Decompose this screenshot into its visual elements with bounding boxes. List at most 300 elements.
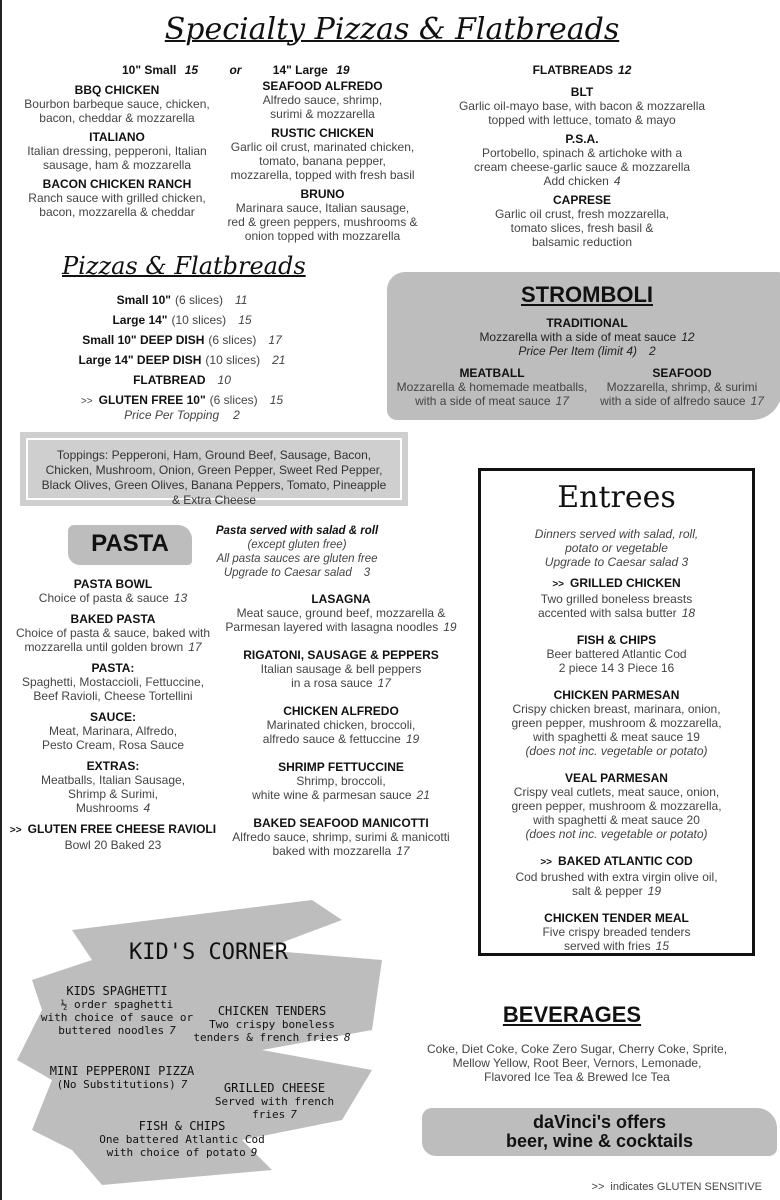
- item-desc: with spaghetti & meat sauce 19: [533, 730, 700, 744]
- kids-grilled-cheese: [192, 1082, 357, 1121]
- item-desc-line: [222, 830, 460, 844]
- item-name-row: [222, 816, 460, 830]
- item-desc-line: [32, 1024, 202, 1037]
- item-price: 12: [681, 330, 695, 344]
- kids-fish-chips: [87, 1120, 277, 1159]
- item-price: 7: [290, 1108, 297, 1121]
- size-prices: [122, 63, 350, 77]
- menu-item: [4, 710, 222, 752]
- item-name-row: [392, 366, 592, 380]
- pizza-size-price: 21: [272, 353, 286, 367]
- item-name: BAKED PASTA: [70, 612, 156, 626]
- item-price: 4: [143, 801, 151, 815]
- item-desc-line: [4, 675, 222, 689]
- item-desc: Mushrooms: [75, 801, 139, 815]
- item-desc-line: [478, 813, 755, 827]
- pizza-size-name: Large 14": [112, 313, 168, 327]
- item-desc: tomato slices, fresh basil &: [510, 221, 654, 235]
- item-price: 17: [750, 394, 764, 408]
- beverages-list: [412, 1042, 742, 1084]
- item-name-row: [220, 126, 425, 140]
- item-price: 13: [173, 591, 188, 605]
- beverages-line: Flavored Ice Tea & Brewed Ice Tea: [484, 1070, 670, 1084]
- menu-item: [222, 704, 460, 746]
- menu-item: [7, 177, 227, 219]
- item-desc-line: [222, 788, 460, 802]
- item-name-row: [27, 1065, 217, 1078]
- item-desc: mozzarella until golden brown: [24, 640, 184, 654]
- item-desc-line: [442, 174, 722, 188]
- item-desc-line: [442, 146, 722, 160]
- item-desc-line: [442, 99, 722, 113]
- menu-item: [222, 592, 460, 634]
- item-price: 18: [681, 606, 696, 620]
- item-name-row: [222, 592, 460, 606]
- item-desc: Choice of pasta & sauce, baked with: [15, 626, 211, 640]
- item-price: 7: [180, 1078, 188, 1091]
- menu-item: [4, 822, 222, 852]
- item-desc-line: [478, 884, 755, 898]
- menu-item: [442, 193, 722, 249]
- stromboli-traditional: [402, 316, 772, 358]
- item-desc-line: [222, 620, 460, 634]
- pizza-size-row: [62, 350, 302, 370]
- item-name: PASTA BOWL: [73, 577, 153, 591]
- item-price: 17: [188, 640, 202, 654]
- item-desc: Beef Ravioli, Cheese Tortellini: [33, 689, 193, 703]
- item-desc-line: [220, 168, 425, 182]
- menu-item: [478, 633, 755, 675]
- item-desc-line: [220, 229, 425, 243]
- item-name-row: [442, 193, 722, 207]
- item-desc-line: [442, 221, 722, 235]
- pasta-right-list: [222, 592, 460, 872]
- pizza-size-price: 15: [238, 313, 252, 327]
- item-desc: mozzarella, topped with fresh basil: [230, 168, 415, 182]
- item-desc-line: [392, 380, 592, 394]
- item-price: 19: [405, 732, 420, 746]
- item-desc: green pepper, mushroom & mozzarella,: [511, 799, 722, 813]
- item-desc: Beer battered Atlantic Cod: [546, 647, 687, 661]
- specialty-column-2: [220, 79, 425, 248]
- item-name-row: [32, 985, 202, 998]
- item-desc: bacon, cheddar & mozzarella: [39, 111, 195, 125]
- item-price: 17: [555, 394, 569, 408]
- toppings-text: Toppings: Pepperoni, Ham, Ground Beef, Sausage, Bacon, Chicken, Mushroom, Onion, Green Pepper, Sweet Red Pepper, Black Olives, Green Olives, Banana Peppers, Tomato, Pineapple & Extra Cheese: [26, 438, 402, 500]
- item-desc: tomato, banana pepper,: [259, 154, 386, 168]
- pizza-size-name: GLUTEN FREE 10": [98, 393, 206, 407]
- item-desc: with choice of sauce or: [40, 1011, 194, 1024]
- item-desc-line: [32, 1011, 202, 1024]
- item-desc-line: [4, 801, 222, 815]
- flatbreads-column: [442, 63, 722, 254]
- flatbreads-label: FLATBREADS: [532, 63, 614, 77]
- item-desc: (No Substitutions): [56, 1078, 176, 1091]
- pizza-size-slices: (6 slices): [174, 293, 223, 307]
- item-name: CHICKEN PARMESAN: [553, 688, 680, 702]
- item-name-row: [7, 177, 227, 191]
- item-desc: Crispy veal cutlets, meat sauce, onion,: [513, 785, 720, 799]
- gluten-sensitive-icon: >>: [552, 579, 564, 590]
- item-desc: Two crispy boneless: [209, 1018, 335, 1031]
- item-desc: Add chicken: [543, 174, 609, 188]
- item-name: CHICKEN TENDERS: [217, 1004, 327, 1018]
- menu-item: [7, 83, 227, 125]
- menu-item: [442, 85, 722, 127]
- menu-item: [4, 577, 222, 605]
- item-name-row: [478, 911, 755, 925]
- item-desc: Marinara sauce, Italian sausage,: [235, 201, 410, 215]
- pizza-size-name: FLATBREAD: [133, 373, 206, 387]
- item-name-row: [478, 771, 755, 785]
- item-name-row: [222, 760, 460, 774]
- item-desc: Mozzarella with a side of meat sauce: [479, 330, 677, 344]
- menu-item: [222, 760, 460, 802]
- pasta-notes: [197, 524, 397, 580]
- item-desc: Mozzarella, shrimp, & surimi: [606, 380, 758, 394]
- item-name: CAPRESE: [552, 193, 611, 207]
- item-desc-line: [4, 640, 222, 654]
- item-name-row: [87, 1120, 277, 1133]
- item-price: 21: [416, 788, 430, 802]
- pizza-sizes-list: [62, 290, 302, 412]
- item-desc: Choice of pasta & sauce: [38, 591, 169, 605]
- item-desc: with choice of potato: [106, 1146, 246, 1159]
- item-desc: 2 piece 14 3 Piece 16: [558, 661, 675, 675]
- item-desc-line: [478, 785, 755, 799]
- item-name: CHICKEN TENDER MEAL: [544, 911, 689, 925]
- item-price: 17: [396, 844, 410, 858]
- pizza-size-slices: (10 slices): [205, 353, 261, 367]
- flatbreads-heading: [442, 63, 722, 77]
- item-desc-line: [222, 606, 460, 620]
- item-name-row: [192, 1082, 357, 1095]
- entrees-list: [478, 576, 755, 966]
- entrees-note: potato or vegetable: [565, 541, 668, 555]
- item-desc-line: [478, 925, 755, 939]
- item-desc: Parmesan layered with lasagna noodles: [225, 620, 439, 634]
- item-price: 9: [250, 1146, 258, 1159]
- item-name-row: [442, 132, 722, 146]
- item-desc: with a side of alfredo sauce: [600, 394, 746, 408]
- pasta-left-list: [4, 577, 222, 859]
- pasta-title: PASTA: [91, 530, 169, 557]
- item-desc-line: [4, 787, 222, 801]
- pizza-size-name: Small 10" DEEP DISH: [82, 333, 205, 347]
- item-desc: cream cheese-garlic sauce & mozzarella: [473, 160, 691, 174]
- item-desc-line: [220, 154, 425, 168]
- entrees-notes: [478, 527, 755, 569]
- item-desc-line: [4, 724, 222, 738]
- item-name-row: [220, 187, 425, 201]
- entrees-note: Upgrade to Caesar salad 3: [544, 555, 689, 569]
- pasta-note: Pasta served with salad & roll: [215, 525, 379, 537]
- menu-item: [478, 771, 755, 841]
- item-desc-line: [478, 702, 755, 716]
- pizza-size-row: [62, 290, 302, 310]
- item-desc-line: [222, 662, 460, 676]
- item-name: BRUNO: [300, 187, 345, 201]
- item-desc-line: [442, 207, 722, 221]
- kids-mini-pizza: [27, 1065, 217, 1091]
- item-desc: Two grilled boneless breasts: [540, 592, 693, 606]
- item-desc-line: [392, 394, 592, 408]
- menu-item: [220, 187, 425, 243]
- item-desc-line: [4, 838, 222, 852]
- davinci-banner: [422, 1108, 777, 1156]
- item-name-row: [222, 648, 460, 662]
- item-desc-line: [27, 1078, 217, 1091]
- per-item-price: 2: [649, 344, 656, 358]
- item-desc-line: [220, 215, 425, 229]
- item-desc: Garlic oil-mayo base, with bacon & mozzarella: [458, 99, 706, 113]
- item-name: SHRIMP FETTUCCINE: [278, 760, 404, 774]
- menu-item: [220, 126, 425, 182]
- item-price: 17: [377, 676, 391, 690]
- item-desc: red & green peppers, mushrooms &: [227, 215, 418, 229]
- stromboli-meatball: [392, 366, 592, 408]
- item-desc: Ranch sauce with grilled chicken,: [28, 191, 206, 205]
- item-desc: white wine & parmesan sauce: [252, 788, 412, 802]
- item-desc: Cod brushed with extra virgin olive oil,: [515, 870, 718, 884]
- item-desc-line: [222, 676, 460, 690]
- entrees-title: Entrees: [557, 480, 676, 515]
- item-price: 15: [655, 939, 670, 953]
- pizza-size-row: [62, 310, 302, 330]
- pizza-size-row: [62, 370, 302, 390]
- item-desc-line: [442, 160, 722, 174]
- item-desc: with spaghetti & meat sauce 20: [533, 813, 700, 827]
- item-desc-line: [192, 1095, 357, 1121]
- item-name-row: [478, 576, 755, 592]
- item-name: FISH & CHIPS: [138, 1119, 226, 1133]
- item-name: RUSTIC CHICKEN: [271, 126, 374, 140]
- item-name-row: [4, 661, 222, 675]
- item-desc-line: [4, 689, 222, 703]
- stromboli-title: STROMBOLI: [521, 282, 653, 307]
- item-desc: sausage, ham & mozzarella: [42, 158, 192, 172]
- pizza-size-name: Large 14" DEEP DISH: [78, 353, 202, 367]
- item-desc-line: [442, 235, 722, 249]
- pizza-size-price: 10: [217, 373, 231, 387]
- small-label: 10" Small: [122, 63, 177, 77]
- item-desc: Italian sausage & bell peppers: [260, 662, 422, 676]
- item-desc-line: [220, 201, 425, 215]
- item-note: (does not inc. vegetable or potato): [525, 744, 708, 758]
- or-label: or: [229, 63, 242, 77]
- menu-item: [478, 576, 755, 620]
- item-desc: served with fries: [563, 939, 651, 953]
- pizza-size-price: 15: [269, 393, 284, 407]
- entrees-note: Dinners served with salad, roll,: [534, 527, 699, 541]
- davinci-line: beer, wine & cocktails: [505, 1131, 694, 1151]
- gluten-sensitive-icon: >>: [540, 857, 553, 868]
- item-desc: accented with salsa butter: [537, 606, 677, 620]
- item-desc: tenders & french fries: [193, 1031, 340, 1044]
- item-desc-line: [478, 606, 755, 620]
- item-name: MINI PEPPERONI PIZZA: [49, 1064, 195, 1078]
- item-desc-line: [220, 140, 425, 154]
- item-name-row: [478, 688, 755, 702]
- item-desc: bacon, mozzarella & cheddar: [39, 205, 195, 219]
- item-name: BLT: [570, 85, 594, 99]
- menu-item: [478, 911, 755, 953]
- menu-item: [7, 130, 227, 172]
- item-name-row: [222, 704, 460, 718]
- gluten-sensitive-icon: >>: [9, 825, 22, 836]
- item-desc: Bourbon barbeque sauce, chicken,: [24, 97, 210, 111]
- menu-item: [222, 648, 460, 690]
- item-desc-line: [222, 732, 460, 746]
- item-name: LASAGNA: [311, 592, 371, 606]
- pizza-size-slices: (6 slices): [209, 393, 258, 407]
- item-desc: topped with lettuce, tomato & mayo: [488, 113, 676, 127]
- gluten-legend-text: indicates GLUTEN SENSITIVE: [610, 1181, 762, 1193]
- item-desc: balsamic reduction: [531, 235, 633, 249]
- item-price: 4: [613, 174, 621, 188]
- stromboli-seafood: [592, 366, 772, 408]
- specialty-title: Specialty Pizzas & Flatbreads: [164, 12, 620, 47]
- item-price: 19: [647, 884, 662, 898]
- item-desc: Alfredo sauce, shrimp,: [262, 93, 383, 107]
- item-desc-line: [7, 191, 227, 205]
- menu-item: [4, 759, 222, 815]
- item-name-row: [592, 366, 772, 380]
- item-desc: Shrimp & Surimi,: [67, 787, 159, 801]
- pizza-size-name: Small 10": [116, 293, 171, 307]
- pasta-note: Upgrade to Caesar salad: [223, 567, 352, 579]
- gluten-marker-icon: >>: [591, 1181, 605, 1193]
- item-desc-line: [4, 773, 222, 787]
- item-name-row: [478, 633, 755, 647]
- item-desc: salt & pepper: [571, 884, 643, 898]
- menu-item: [4, 661, 222, 703]
- kids-title: KID'S CORNER: [129, 940, 288, 965]
- menu-item: [478, 688, 755, 758]
- item-desc-line: [478, 799, 755, 813]
- item-desc: One battered Atlantic Cod: [99, 1133, 265, 1146]
- item-name: TRADITIONAL: [546, 316, 628, 330]
- item-name: ITALIANO: [89, 130, 145, 144]
- per-topping-label: Price Per Topping: [124, 408, 220, 422]
- pizzas-title: Pizzas & Flatbreads: [62, 252, 306, 280]
- gluten-legend: [592, 1181, 762, 1193]
- item-desc: buttered noodles: [58, 1024, 165, 1037]
- menu-item: [222, 816, 460, 858]
- item-name: GLUTEN FREE CHEESE RAVIOLI: [27, 822, 217, 836]
- item-name: SAUCE:: [89, 710, 136, 724]
- item-name: VEAL PARMESAN: [565, 771, 668, 785]
- item-desc-line: [87, 1133, 277, 1146]
- item-desc-line: [222, 774, 460, 788]
- item-desc-line: [478, 592, 755, 606]
- beverages-line: Coke, Diet Coke, Coke Zero Sugar, Cherry Coke, Sprite,: [426, 1042, 728, 1056]
- flatbreads-list: [442, 85, 722, 249]
- item-name-row: [4, 759, 222, 773]
- item-desc-line: [7, 111, 227, 125]
- item-desc: Served with french fries: [214, 1095, 335, 1121]
- item-name: PASTA:: [91, 661, 135, 675]
- item-desc-line: [192, 1031, 352, 1044]
- item-desc: Meat sauce, ground beef, mozzarella &: [236, 606, 446, 620]
- gluten-sensitive-icon: >>: [80, 396, 93, 407]
- item-desc: baked with mozzarella: [272, 844, 392, 858]
- item-desc: Meat, Marinara, Alfredo,: [48, 724, 178, 738]
- item-desc: onion topped with mozzarella: [244, 229, 401, 243]
- per-topping-price: 2: [233, 408, 240, 422]
- item-name: GRILLED CHEESE: [223, 1081, 326, 1095]
- kids-spaghetti: [32, 985, 202, 1037]
- item-desc: Pesto Cream, Rosa Sauce: [41, 738, 185, 752]
- pasta-note: All pasta sauces are gluten free: [216, 553, 378, 565]
- item-name: MEATBALL: [459, 366, 525, 380]
- item-desc: with a side of meat sauce: [415, 394, 551, 408]
- item-desc: green pepper, mushroom & mozzarella,: [511, 716, 722, 730]
- item-desc-line: [32, 998, 202, 1011]
- item-name-row: [7, 130, 227, 144]
- item-name: FISH & CHIPS: [576, 633, 657, 647]
- item-name: BBQ CHICKEN: [74, 83, 160, 97]
- specialty-column-1: [7, 83, 227, 224]
- item-desc: Crispy chicken breast, marinara, onion,: [512, 702, 721, 716]
- item-desc: Spaghetti, Mostaccioli, Fettuccine,: [21, 675, 205, 689]
- item-name-row: [4, 577, 222, 591]
- item-price: 19: [443, 620, 457, 634]
- item-desc-line: [478, 939, 755, 953]
- item-desc-line: [478, 870, 755, 884]
- item-desc-line: [478, 661, 755, 675]
- item-name: BACON CHICKEN RANCH: [42, 177, 192, 191]
- item-name-row: [192, 1005, 352, 1018]
- item-desc-line: [7, 144, 227, 158]
- item-desc-line: [592, 394, 772, 408]
- pizza-size-slices: (6 slices): [208, 333, 257, 347]
- item-desc-line: [222, 844, 460, 858]
- item-desc-line: [7, 97, 227, 111]
- pasta-note: (except gluten free): [247, 539, 347, 551]
- item-name: GRILLED CHICKEN: [570, 576, 681, 590]
- item-name: SEAFOOD ALFREDO: [262, 79, 383, 93]
- large-label: 14" Large: [272, 63, 328, 77]
- item-desc: Marinated chicken, broccoli,: [266, 718, 416, 732]
- davinci-line: daVinci's offers: [533, 1112, 666, 1132]
- item-desc: ½ order spaghetti: [60, 998, 174, 1011]
- price-per-topping: [62, 408, 302, 422]
- item-desc: Garlic oil crust, marinated chicken,: [230, 140, 415, 154]
- item-desc-line: [592, 380, 772, 394]
- item-note: (does not inc. vegetable or potato): [525, 827, 708, 841]
- item-name-row: [7, 83, 227, 97]
- beverages-line: Mellow Yellow, Root Beer, Vernors, Lemonade,: [452, 1056, 702, 1070]
- toppings-box: [20, 432, 408, 506]
- item-name-row: [220, 79, 425, 93]
- item-name: BAKED SEAFOOD MANICOTTI: [253, 816, 429, 830]
- item-name: RIGATONI, SAUSAGE & PEPPERS: [243, 648, 439, 662]
- item-desc-line: [478, 730, 755, 744]
- pizza-size-price: 11: [234, 293, 248, 307]
- upgrade-price: 3: [363, 567, 371, 579]
- flatbreads-price: 12: [618, 63, 632, 77]
- menu-item: [220, 79, 425, 121]
- item-desc-line: [4, 626, 222, 640]
- item-desc-line: [220, 107, 425, 121]
- item-name-row: [478, 854, 755, 870]
- menu-item: [4, 612, 222, 654]
- item-name: SEAFOOD: [652, 366, 712, 380]
- item-desc: Bowl 20 Baked 23: [64, 838, 162, 852]
- item-name: KIDS SPAGHETTI: [66, 984, 168, 998]
- item-desc-line: [220, 93, 425, 107]
